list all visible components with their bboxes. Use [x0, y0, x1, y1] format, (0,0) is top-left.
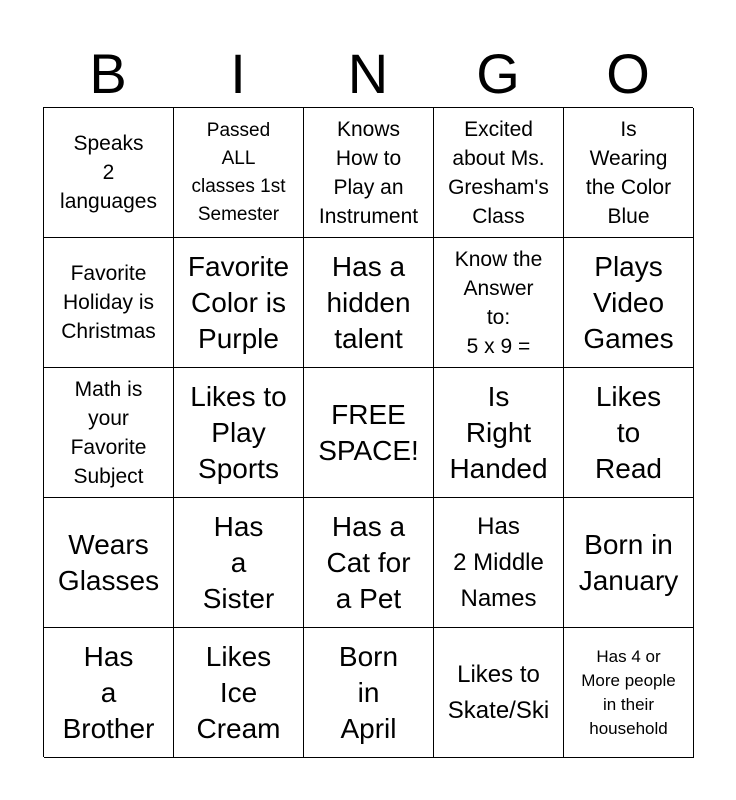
- header-letter-o: O: [606, 42, 650, 105]
- bingo-cell-text: Has 4 or More people in their household: [581, 646, 676, 738]
- bingo-cell-r2-c3[interactable]: [304, 238, 434, 368]
- bingo-cell-r1-c5[interactable]: [564, 108, 694, 238]
- bingo-cell-r4-c5[interactable]: [564, 498, 694, 628]
- bingo-cell-r3-c1[interactable]: [44, 368, 174, 498]
- header-letter-b: B: [89, 42, 127, 105]
- bingo-cell-r1-c2[interactable]: [174, 108, 304, 238]
- free-space-text: FREE SPACE!: [318, 398, 419, 466]
- bingo-cell-text: Wears Glasses: [57, 528, 160, 596]
- bingo-cell-r1-c3[interactable]: [304, 108, 434, 238]
- bingo-cell-r4-c2[interactable]: [174, 498, 304, 628]
- bingo-cell-r1-c1[interactable]: [44, 108, 174, 238]
- header-letter-n: N: [347, 42, 389, 105]
- bingo-cell-r5-c5[interactable]: [564, 628, 694, 758]
- bingo-cell-text: Plays Video Games: [583, 250, 674, 354]
- bingo-cell-r3-c4[interactable]: [434, 368, 564, 498]
- bingo-cell-text: Born in April: [338, 640, 399, 744]
- bingo-cell-r2-c1[interactable]: [44, 238, 174, 368]
- bingo-cell-r2-c4[interactable]: [434, 238, 564, 368]
- bingo-cell-r1-c4[interactable]: [434, 108, 564, 238]
- bingo-cell-r5-c2[interactable]: [174, 628, 304, 758]
- bingo-cell-r5-c3[interactable]: [304, 628, 434, 758]
- bingo-cell-text: Favorite Color is Purple: [187, 250, 290, 354]
- bingo-cell-text: Passed ALL classes 1st Semester: [191, 119, 286, 225]
- bingo-cell-text: Speaks 2 languages: [60, 132, 157, 213]
- bingo-cell-r5-c1[interactable]: [44, 628, 174, 758]
- bingo-cell-r4-c1[interactable]: [44, 498, 174, 628]
- bingo-cell-text: Is Wearing the Color Blue: [585, 117, 672, 228]
- bingo-cell-r5-c4[interactable]: [434, 628, 564, 758]
- bingo-cell-text: Likes to Skate/Ski: [447, 660, 550, 724]
- bingo-cell-text: Has a hidden talent: [326, 250, 411, 354]
- bingo-cell-text: Likes to Read: [595, 380, 662, 484]
- bingo-board: [43, 107, 693, 757]
- header-letter-g: G: [476, 42, 520, 105]
- bingo-cell-text: Math is your Favorite Subject: [70, 377, 147, 488]
- bingo-cell-r2-c5[interactable]: [564, 238, 694, 368]
- bingo-cell-text: Favorite Holiday is Christmas: [61, 262, 156, 343]
- bingo-cell-r4-c4[interactable]: [434, 498, 564, 628]
- bingo-cell-text: Knows How to Play an Instrument: [318, 117, 419, 228]
- bingo-cell-r2-c2[interactable]: [174, 238, 304, 368]
- bingo-header: [43, 40, 693, 108]
- bingo-cell-text: Has a Sister: [202, 510, 275, 614]
- bingo-cell-text: Excited about Ms. Gresham's Class: [448, 117, 549, 228]
- bingo-cell-text: Know the Answer to: 5 x 9 =: [454, 247, 543, 358]
- bingo-cell-r3-c5[interactable]: [564, 368, 694, 498]
- bingo-cell-text: Has 2 Middle Names: [453, 512, 544, 612]
- bingo-cell-text: Likes Ice Cream: [196, 640, 281, 744]
- bingo-cell-r4-c3[interactable]: [304, 498, 434, 628]
- bingo-cell-text: Born in January: [578, 528, 679, 596]
- bingo-cell-text: Likes to Play Sports: [190, 380, 287, 484]
- bingo-cell-r3-c2[interactable]: [174, 368, 304, 498]
- bingo-cell-text: Is Right Handed: [449, 380, 548, 484]
- header-letter-i: I: [230, 42, 246, 105]
- bingo-cell-r3-c3[interactable]: [304, 368, 434, 498]
- bingo-cell-text: Has a Brother: [62, 640, 155, 744]
- bingo-cell-text: Has a Cat for a Pet: [326, 510, 411, 614]
